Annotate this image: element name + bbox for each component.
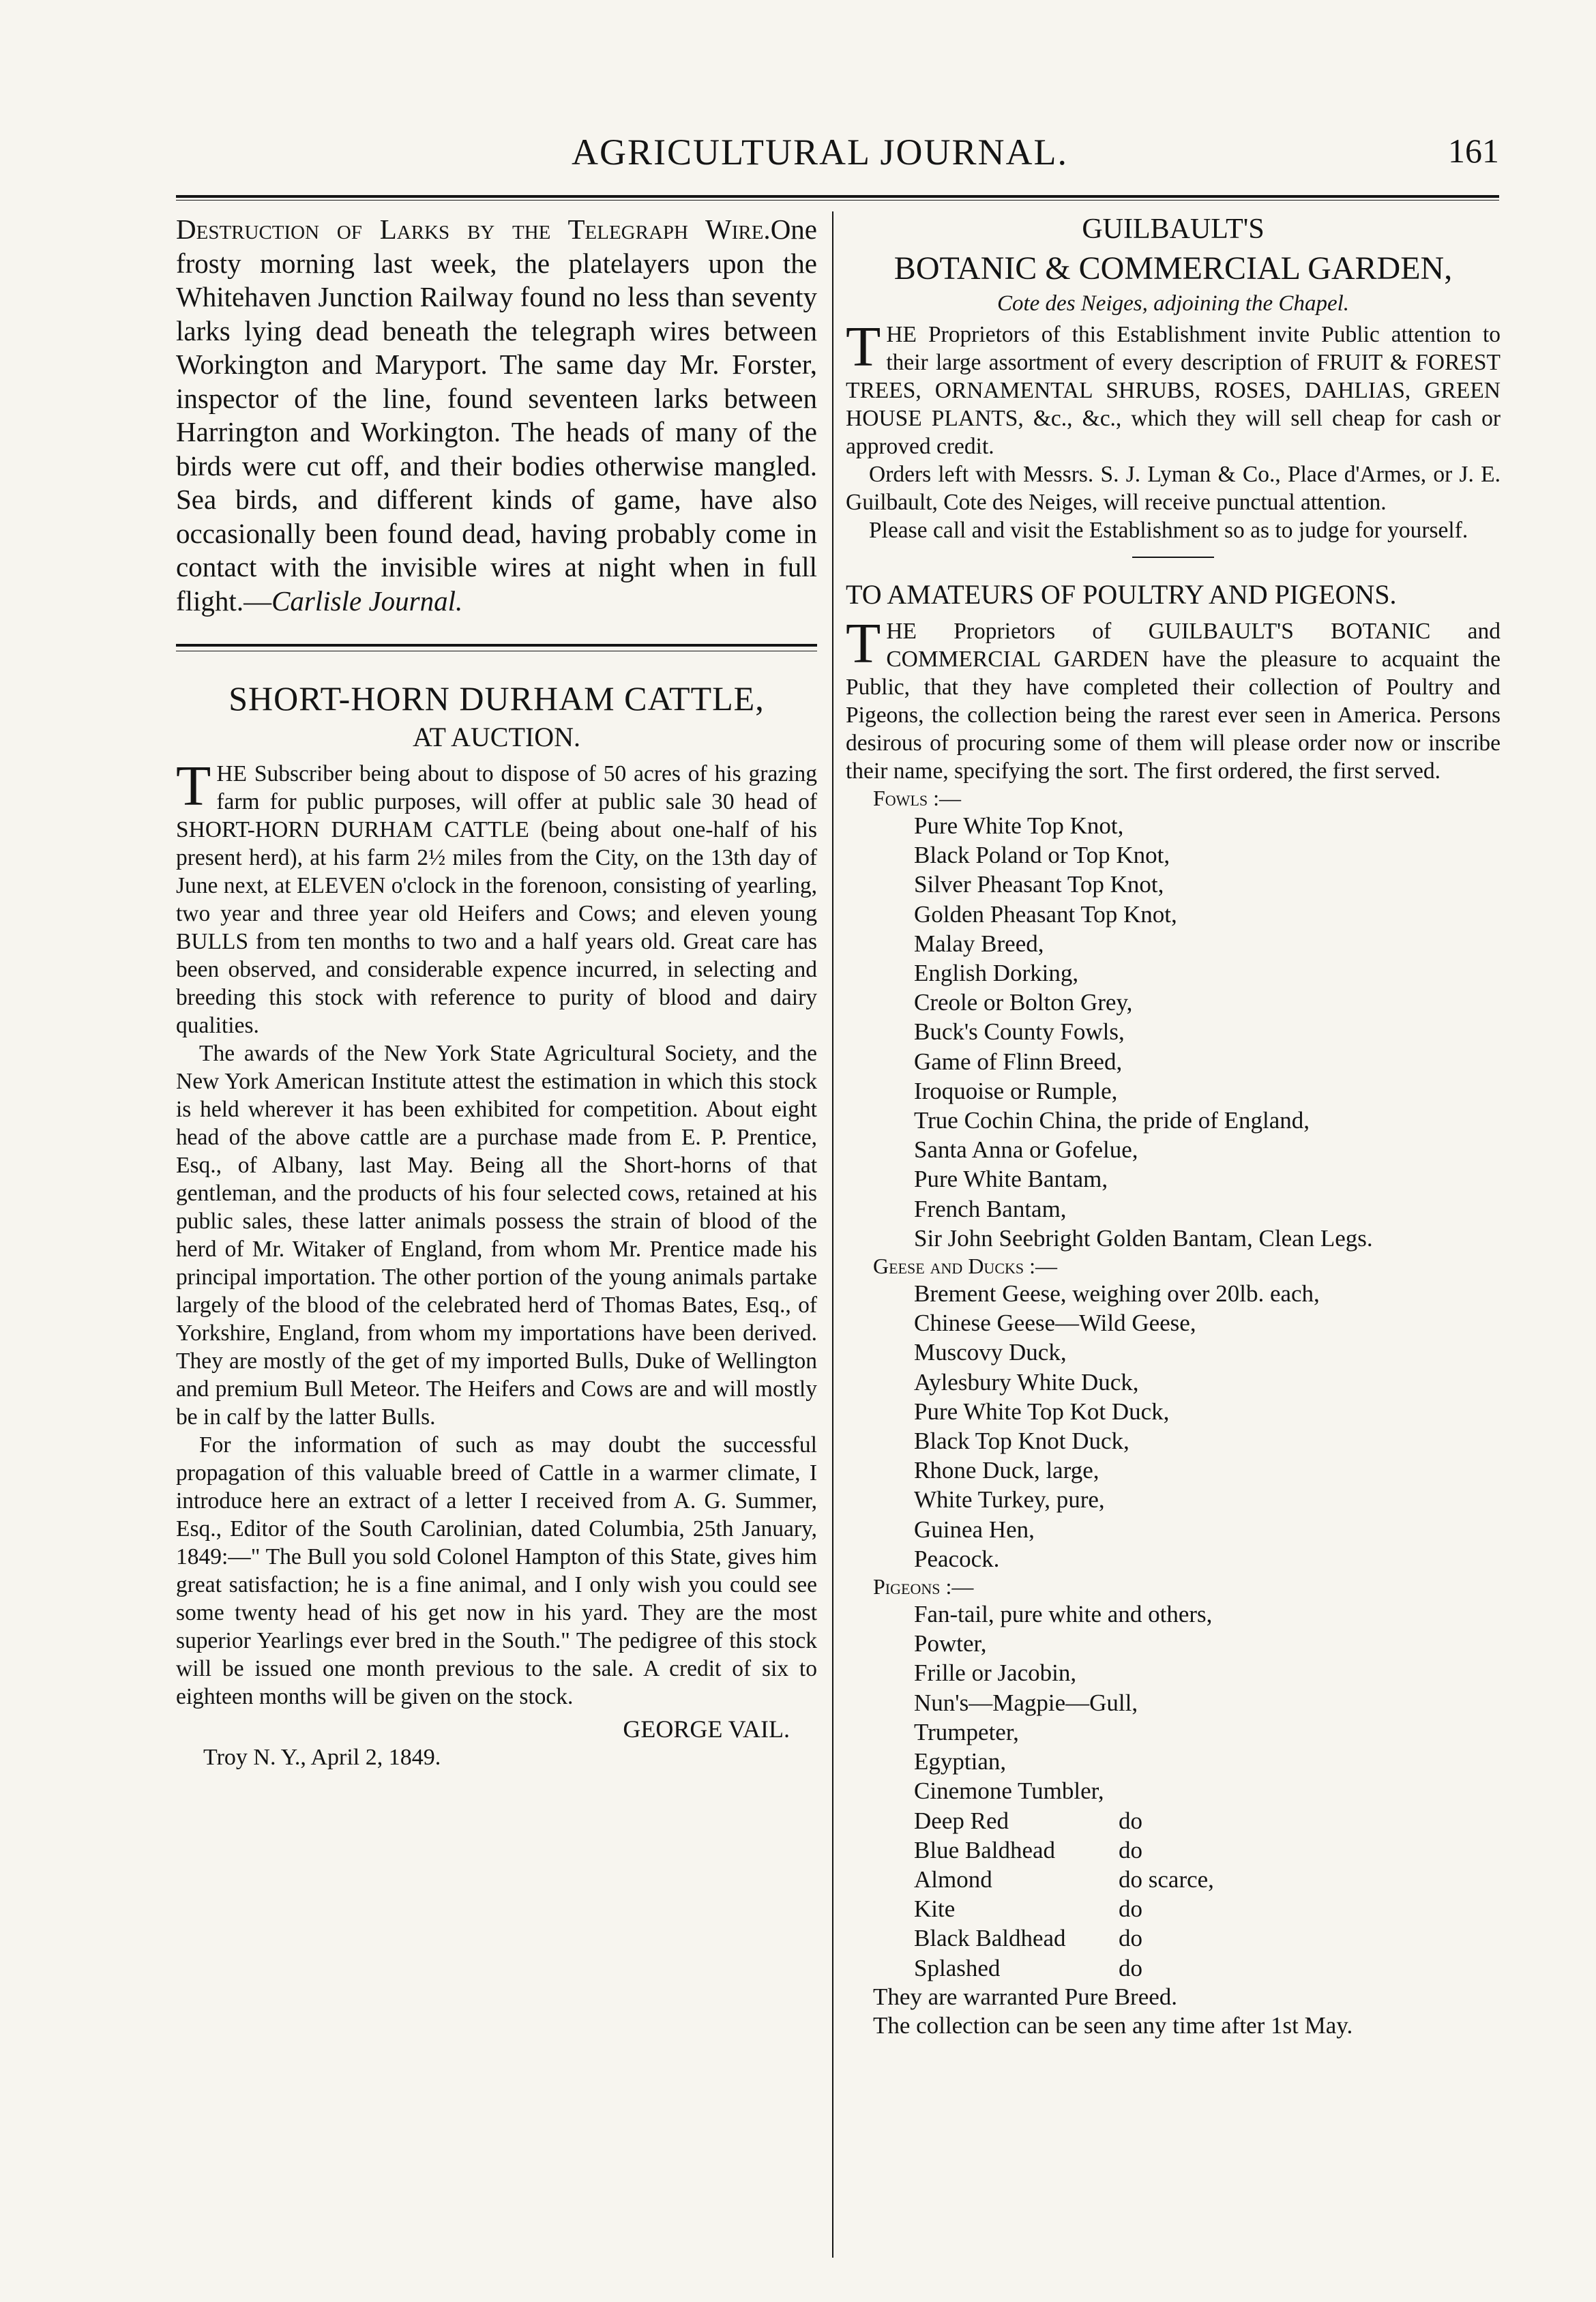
pigeon-name: Splashed xyxy=(914,1954,1001,1981)
list-item xyxy=(914,1717,1501,1747)
list-item: Game of Flinn Breed, xyxy=(914,1048,1123,1075)
list-item xyxy=(914,1688,1501,1717)
pigeon-name: Blue Baldhead xyxy=(914,1836,1056,1863)
pigeon-name: Egyptian, xyxy=(914,1748,1007,1775)
garden-dropcap: T xyxy=(846,315,881,379)
list-item: Creole or Bolton Grey, xyxy=(914,989,1133,1016)
larks-title: Destruction of Larks by the Telegraph Wire. xyxy=(176,213,771,245)
list-item: Muscovy Duck, xyxy=(914,1339,1067,1366)
pigeon-note: do xyxy=(1119,1807,1142,1834)
pigeon-name: Fan-tail, pure white and others, xyxy=(914,1601,1213,1628)
list-item xyxy=(914,1894,1501,1923)
garden-location: Cote des Neiges, adjoining the Chapel. xyxy=(996,291,1350,316)
pigeon-name: Powter, xyxy=(914,1630,987,1657)
list-item: Golden Pheasant Top Knot, xyxy=(914,900,1177,928)
garden-paragraph-1-text: HE Proprietors of this Establishment invite Public attention to their large assortment of every description of FRUIT & FOREST TREES, ORNAMENTAL SHRUBS, ROSES, DAHLIAS, GREEN HOUSE PLANTS, &c., &c., which they will sell cheap for cash or approved credit. xyxy=(846,322,1501,459)
cattle-ad-subtitle: AT AUCTION. xyxy=(413,722,580,752)
garden-paragraph-2: Orders left with Messrs. S. J. Lyman & Co., Place d'Armes, or J. E. Guilbault, Cote des Neiges, will receive punctual attention. xyxy=(846,462,1501,515)
list-item xyxy=(914,1806,1501,1835)
garden-subtitle-title: BOTANIC & COMMERCIAL GARDEN, xyxy=(893,250,1453,286)
cattle-paragraph-1 xyxy=(176,754,817,1039)
column-divider xyxy=(832,211,833,2258)
right-column xyxy=(846,213,1501,2040)
list-item: Iroquoise or Rumple, xyxy=(914,1077,1118,1104)
warranted-note: They are warranted Pure Breed. xyxy=(873,1983,1178,2010)
garden-paragraph-1 xyxy=(846,315,1501,460)
list-item xyxy=(914,1599,1501,1629)
closing-note: The collection can be seen any time after 1st May. xyxy=(873,2011,1353,2039)
larks-source: Carlisle Journal. xyxy=(271,585,463,617)
cattle-paragraph-1-text: HE Subscriber being about to dispose of 50 acres of his grazing farm for public purposes, will offer at public sale 30 head of SHORT-HORN DURHAM CATTLE (being about one-half of his present herd), at his farm 2½ miles from the City, on the 13th day of June next, at ELEVEN o'clock in the forenoon, consisting of yearling, two year and three year old Heifers and Cows; and eleven young BULLS from ten months to two and a half years old. Great care has been observed, and considerable expence incurred, in selecting and breeding this stock with reference to purity of blood and dairy qualities. xyxy=(176,761,817,1038)
geese-label: Geese and Ducks :— xyxy=(873,1254,1058,1279)
list-item xyxy=(914,1658,1501,1687)
fowls-label: Fowls :— xyxy=(873,786,962,810)
cattle-date: Troy N. Y., April 2, 1849. xyxy=(203,1745,441,1770)
pigeon-name: Kite xyxy=(914,1895,956,1923)
pigeon-note: do xyxy=(1119,1895,1142,1923)
list-item: Pure White Top Knot, xyxy=(914,812,1124,839)
list-item: Rhone Duck, large, xyxy=(914,1457,1099,1484)
pigeon-name: Trumpeter, xyxy=(914,1718,1019,1745)
list-item: Buck's County Fowls, xyxy=(914,1018,1125,1046)
list-item xyxy=(914,1776,1501,1805)
fowls-list xyxy=(846,811,1501,1253)
list-item: English Dorking, xyxy=(914,960,1079,987)
poultry-intro-text: HE Proprietors of GUILBAULT'S BOTANIC and COMMERCIAL GARDEN have the pleasure to acquaint the Public, that they have completed their collection of Poultry and Pigeons, the collection being the rarest ever seen in America. Persons desirous of procuring some of them will please order now or inscribe their name, specifying the sort. The first ordered, the first served. xyxy=(846,619,1501,784)
list-item: Malay Breed, xyxy=(914,930,1044,957)
cattle-ad-title: SHORT-HORN DURHAM CATTLE, xyxy=(228,679,765,718)
cattle-signature: GEORGE VAIL. xyxy=(623,1715,790,1743)
list-item: Guinea Hen, xyxy=(914,1516,1035,1543)
header-rule xyxy=(176,195,1499,198)
list-item xyxy=(914,1865,1501,1894)
pigeon-note: do xyxy=(1119,1954,1142,1981)
section-rule xyxy=(176,644,817,651)
list-item: French Bantam, xyxy=(914,1195,1067,1222)
pigeon-name: Black Baldhead xyxy=(914,1925,1066,1952)
pigeon-name: Nun's—Magpie—Gull, xyxy=(914,1689,1138,1716)
list-item xyxy=(914,1747,1501,1776)
journal-title: AGRICULTURAL JOURNAL. xyxy=(572,132,1069,173)
list-item: Black Poland or Top Knot, xyxy=(914,842,1170,869)
pigeon-name: Frille or Jacobin, xyxy=(914,1659,1077,1687)
list-item: Peacock. xyxy=(914,1545,1000,1572)
garden-paragraph-3: Please call and visit the Establishment so as to judge for yourself. xyxy=(869,518,1468,543)
pigeon-note: do xyxy=(1119,1836,1142,1863)
page-header xyxy=(176,131,1499,186)
garden-title: GUILBAULT'S xyxy=(1082,213,1265,245)
list-item: Aylesbury White Duck, xyxy=(914,1368,1139,1396)
poultry-dropcap: T xyxy=(846,612,881,675)
cattle-dropcap: T xyxy=(176,754,211,818)
list-item: Brement Geese, weighing over 20lb. each, xyxy=(914,1280,1320,1308)
short-rule xyxy=(1132,557,1214,558)
list-item: Black Top Knot Duck, xyxy=(914,1428,1129,1455)
geese-list xyxy=(846,1279,1501,1574)
list-item: Chinese Geese—Wild Geese, xyxy=(914,1310,1196,1337)
pigeons-label: Pigeons :— xyxy=(873,1574,974,1599)
list-item xyxy=(914,1923,1501,1953)
pigeons-list xyxy=(846,1599,1501,1983)
list-item xyxy=(914,1629,1501,1658)
poultry-intro xyxy=(846,612,1501,785)
cattle-paragraph-3: For the information of such as may doubt the successful propagation of this valuable breed of Cattle in a warmer climate, I introduce here an extract of a letter I received from A. G. Summer, Esq., Editor of the South Carolinian, dated Columbia, 25th January, 1849:—" The Bull you sold Colonel Hampton of this State, gives him great satisfaction; he is a fine animal, and I only wish you could see some twenty head of his get now in his yard. They are the most superior Yearlings ever bred in the South." The pedigree of this stock will be issued one month previous to the sale. A credit of six to eighteen months will be given on the stock. xyxy=(176,1432,817,1709)
page-number: 161 xyxy=(1448,132,1499,170)
pigeon-note: do xyxy=(1119,1925,1142,1952)
list-item: Pure White Top Kot Duck, xyxy=(914,1398,1170,1425)
larks-article xyxy=(176,213,817,618)
pigeon-name: Cinemone Tumbler, xyxy=(914,1777,1104,1805)
pigeon-name: Almond xyxy=(914,1865,992,1893)
header-rule-thin xyxy=(176,200,1499,201)
larks-body: One frosty morning last week, the platelayers upon the Whitehaven Junction Railway found no less than seventy larks lying dead beneath the telegraph wires between Workington and Maryport. The same day Mr. Forster, inspector of the line, found seventeen larks between Harrington and Workington. The heads of many of the birds were cut off, and their bodies otherwise mangled. Sea birds, and different kinds of game, have also occasionally been found dead, having probably come in contact with the invisible wires at night when in full flight.— xyxy=(176,213,817,617)
list-item: Pure White Bantam, xyxy=(914,1166,1108,1193)
pigeon-note: do scarce, xyxy=(1119,1865,1214,1893)
pigeon-name: Deep Red xyxy=(914,1807,1009,1834)
list-item xyxy=(914,1835,1501,1865)
left-column xyxy=(176,213,817,1771)
cattle-paragraph-2: The awards of the New York State Agricultural Society, and the New York American Institute attest the estimation in which this stock is held wherever it has been exhibited for competition. About eight head of the above cattle are a purchase made from E. P. Prentice, Esq., of Albany, last May. Being all the Short-horns of that gentleman, and the products of his four selected cows, retained at his public sales, these latter animals possess the strain of blood of the herd of Mr. Witaker of England, from whom Mr. Prentice made his principal importation. The other portion of the young animals partake largely of the blood of the celebrated herd of Thomas Bates, Esq., of Yorkshire, England, from whom my importations have been derived. They are mostly of the get of my imported Bulls, Duke of Wellington and premium Bull Meteor. The Heifers and Cows are and will mostly be in calf by the latter Bulls. xyxy=(176,1041,817,1430)
list-item: True Cochin China, the pride of England, xyxy=(914,1107,1310,1134)
list-item: Santa Anna or Gofelue, xyxy=(914,1136,1138,1164)
poultry-title: TO AMATEURS OF POULTRY AND PIGEONS. xyxy=(846,579,1397,610)
list-item: White Turkey, pure, xyxy=(914,1486,1105,1514)
list-item xyxy=(914,1953,1501,1983)
list-item: Silver Pheasant Top Knot, xyxy=(914,871,1164,898)
list-item: Sir John Seebright Golden Bantam, Clean Legs. xyxy=(914,1224,1373,1252)
